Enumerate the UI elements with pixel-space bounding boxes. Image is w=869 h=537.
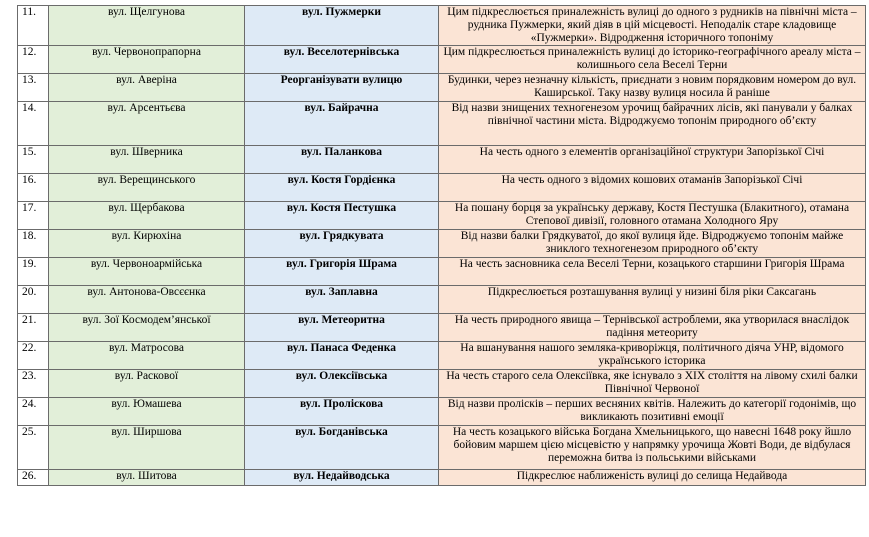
rename-reason: На честь козацького війська Богдана Хмельницького, що навесні 1648 року йшло бойовим маршем цією місцевістю у напрямку урочища Жовті Води, де відбулася переможна битва із польськими військами [439, 426, 866, 470]
new-street-name: вул. Пужмерки [245, 6, 439, 46]
new-street-name: вул. Богданівська [245, 426, 439, 470]
old-street-name: вул. Щелгунова [49, 6, 245, 46]
row-number: 13. [18, 74, 49, 102]
table-row [18, 370, 866, 398]
rename-reason: Будинки, через незначну кількість, приєднати з новим порядковим номером до вул. Каширської. Таку назву вулиця носила й раніше [439, 74, 866, 102]
new-street-name: вул. Олексіївська [245, 370, 439, 398]
rename-reason: На честь природного явища – Тернівської астроблеми, яка утворилася внаслідок падіння метеориту [439, 314, 866, 342]
old-street-name: вул. Верещинського [49, 174, 245, 202]
row-number: 22. [18, 342, 49, 370]
row-number: 21. [18, 314, 49, 342]
table-row [18, 6, 866, 46]
new-street-name: вул. Веселотернівська [245, 46, 439, 74]
row-number: 26. [18, 470, 49, 486]
old-street-name: вул. Арсентьєва [49, 102, 245, 146]
old-street-name: вул. Антонова-Овсєєнка [49, 286, 245, 314]
table-row [18, 174, 866, 202]
old-street-name: вул. Зої Космодем’янської [49, 314, 245, 342]
old-street-name: вул. Юмашева [49, 398, 245, 426]
new-street-name: вул. Байрачна [245, 102, 439, 146]
old-street-name: вул. Червоноармійська [49, 258, 245, 286]
new-street-name: вул. Метеоритна [245, 314, 439, 342]
rename-reason: Цим підкреслюється приналежність вулиці до історико-географічного ареалу міста – колишнього села Веселі Терни [439, 46, 866, 74]
table-row [18, 286, 866, 314]
street-renaming-table [17, 5, 866, 486]
new-street-name: вул. Заплавна [245, 286, 439, 314]
table-row [18, 146, 866, 174]
rename-reason: На честь одного з відомих кошових отаманів Запорізької Січі [439, 174, 866, 202]
old-street-name: вул. Раскової [49, 370, 245, 398]
rename-reason: Підкреслюється розташування вулиці у низині біля ріки Саксагань [439, 286, 866, 314]
row-number: 15. [18, 146, 49, 174]
old-street-name: вул. Ширшова [49, 426, 245, 470]
new-street-name: вул. Грядкувата [245, 230, 439, 258]
new-street-name: вул. Недайводська [245, 470, 439, 486]
new-street-name: вул. Григорія Шрама [245, 258, 439, 286]
rename-reason: Від назви пролісків – перших весняних квітів. Належить до категорії годонімів, що викликають позитивні емоції [439, 398, 866, 426]
old-street-name: вул. Аверіна [49, 74, 245, 102]
rename-reason: На честь старого села Олексіївка, яке існувало з XIX століття на лівому схилі балки Північної Червоної [439, 370, 866, 398]
row-number: 20. [18, 286, 49, 314]
document-page [17, 5, 866, 486]
table-row [18, 102, 866, 146]
table-row [18, 426, 866, 470]
table-row [18, 202, 866, 230]
row-number: 19. [18, 258, 49, 286]
row-number: 18. [18, 230, 49, 258]
rename-reason: На пошану борця за українську державу, Костя Пестушка (Блакитного), отамана Степової дивізії, головного отамана Холодного Яру [439, 202, 866, 230]
new-street-name: вул. Пролiскова [245, 398, 439, 426]
new-street-name: вул. Костя Гордієнка [245, 174, 439, 202]
old-street-name: вул. Матросова [49, 342, 245, 370]
old-street-name: вул. Щербакова [49, 202, 245, 230]
row-number: 25. [18, 426, 49, 470]
new-street-name: Реорганізувати вулицю [245, 74, 439, 102]
old-street-name: вул. Шверника [49, 146, 245, 174]
rename-reason: Від назви знищених техногенезом урочищ байрачних лісів, які панували у балках північної частини міста. Відроджуємо топонім природного об’єкту [439, 102, 866, 146]
row-number: 24. [18, 398, 49, 426]
row-number: 12. [18, 46, 49, 74]
old-street-name: вул. Шитова [49, 470, 245, 486]
rename-reason: На вшанування нашого земляка-криворіжця, політичного діяча УНР, відомого українського історика [439, 342, 866, 370]
row-number: 11. [18, 6, 49, 46]
rename-reason: Підкреслює наближеність вулиці до селища Недайвода [439, 470, 866, 486]
table-row [18, 314, 866, 342]
row-number: 23. [18, 370, 49, 398]
rename-reason: Від назви балки Грядкуватої, до якої вулиця йде. Відроджуємо топонім майже зниклого техногенезом природного об’єкту [439, 230, 866, 258]
table-row [18, 258, 866, 286]
row-number: 14. [18, 102, 49, 146]
table-row [18, 74, 866, 102]
row-number: 16. [18, 174, 49, 202]
table-row [18, 46, 866, 74]
old-street-name: вул. Кирюхіна [49, 230, 245, 258]
rename-reason: На честь засновника села Веселі Терни, козацького старшини Григорія Шрама [439, 258, 866, 286]
table-row [18, 470, 866, 486]
rename-reason: На честь одного з елементів організаційної структури Запорізької Січі [439, 146, 866, 174]
table-row [18, 342, 866, 370]
new-street-name: вул. Панаса Феденка [245, 342, 439, 370]
new-street-name: вул. Костя Пестушка [245, 202, 439, 230]
rename-reason: Цим підкреслюється приналежність вулиці до одного з рудників на північні міста – рудника Пужмерки, який діяв в цій місцевості. Неподалік старе кладовище «Пужмерки». Відродження історичного топоніму [439, 6, 866, 46]
old-street-name: вул. Червонопрапорна [49, 46, 245, 74]
row-number: 17. [18, 202, 49, 230]
table-row [18, 398, 866, 426]
new-street-name: вул. Паланкова [245, 146, 439, 174]
table-row [18, 230, 866, 258]
